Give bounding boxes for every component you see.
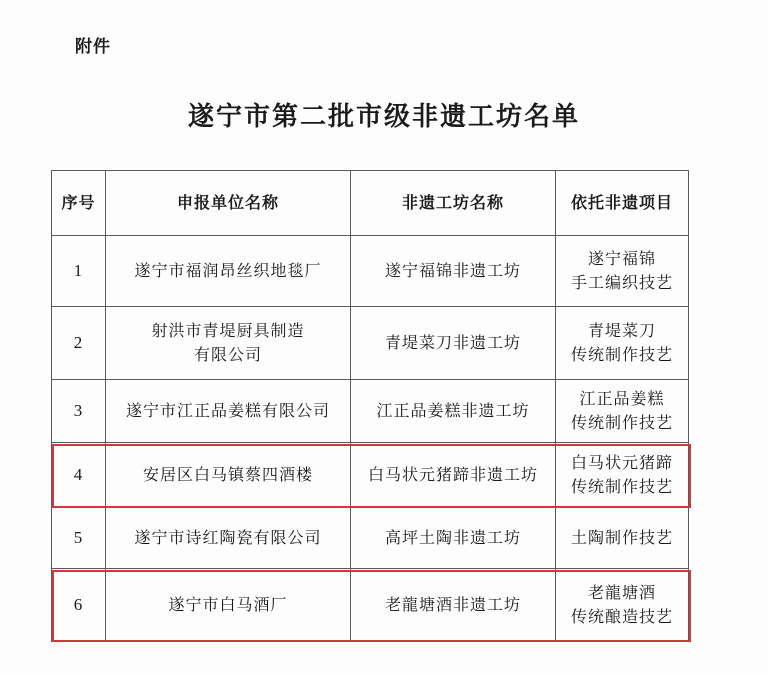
cell-text-line: 青堤菜刀非遗工坊 <box>384 333 521 352</box>
cell-text-line: 高坪土陶非遗工坊 <box>384 528 521 547</box>
row-number: 4 <box>52 443 106 508</box>
heritage-project-cell <box>556 236 689 307</box>
workshop-name-cell <box>351 236 556 307</box>
header-serial-number: 序号 <box>52 171 106 236</box>
row-number: 2 <box>52 307 106 380</box>
header-workshop-name: 非遗工坊名称 <box>351 171 556 236</box>
cell-text-line: 传统制作技艺 <box>570 477 673 496</box>
cell-text-line: 土陶制作技艺 <box>570 528 673 547</box>
workshop-name-cell <box>351 307 556 380</box>
applicant-unit-cell <box>106 307 351 380</box>
cell-text-line: 遂宁市白马酒厂 <box>168 595 288 614</box>
cell-text-line: 传统制作技艺 <box>570 345 673 364</box>
table-row <box>52 380 689 443</box>
header-applicant-unit: 申报单位名称 <box>106 171 351 236</box>
cell-text-line: 青堤菜刀 <box>587 321 656 340</box>
row-number: 1 <box>52 236 106 307</box>
highlight-box-row-4 <box>52 444 691 508</box>
applicant-unit-cell <box>106 380 351 443</box>
heritage-project-cell <box>556 307 689 380</box>
table-row <box>52 236 689 307</box>
highlight-box-row-6 <box>52 570 691 642</box>
cell-text-line: 遂宁福锦非遗工坊 <box>384 261 521 280</box>
header-heritage-project: 依托非遗项目 <box>556 171 689 236</box>
applicant-unit-cell <box>106 236 351 307</box>
row-number: 3 <box>52 380 106 443</box>
cell-text-line: 白马状元猪蹄非遗工坊 <box>367 465 538 484</box>
row-number: 5 <box>52 508 106 569</box>
workshop-name-cell <box>351 508 556 569</box>
cell-text-line: 传统制作技艺 <box>570 413 673 432</box>
cell-text-line: 安居区白马镇蔡四酒楼 <box>142 465 313 484</box>
workshop-name-cell <box>351 380 556 443</box>
table-row <box>52 307 689 380</box>
cell-text-line: 手工编织技艺 <box>570 273 673 292</box>
cell-text-line: 传统酿造技艺 <box>570 607 673 626</box>
cell-text-line: 遂宁市诗红陶瓷有限公司 <box>134 528 322 547</box>
cell-text-line: 遂宁福锦 <box>587 249 656 268</box>
heritage-project-cell <box>556 508 689 569</box>
applicant-unit-cell <box>106 508 351 569</box>
cell-text-line: 老龍塘酒 <box>587 583 656 602</box>
cell-text-line: 白马状元猪蹄 <box>570 453 673 472</box>
cell-text-line: 有限公司 <box>193 345 262 364</box>
cell-text-line: 老龍塘酒非遗工坊 <box>384 595 521 614</box>
cell-text-line: 遂宁市江正品姜糕有限公司 <box>125 401 330 420</box>
cell-text-line: 射洪市青堤厨具制造 <box>151 321 305 340</box>
cell-text-line: 江正品姜糕 <box>579 389 665 408</box>
table-row <box>52 508 689 569</box>
row-number: 6 <box>52 569 106 642</box>
page-title: 遂宁市第二批市级非遗工坊名单 <box>187 102 580 132</box>
cell-text-line: 遂宁市福润昂丝织地毯厂 <box>134 261 322 280</box>
attachment-label: 附件 <box>75 37 111 57</box>
heritage-project-cell <box>556 380 689 443</box>
table-header-row <box>52 171 689 236</box>
cell-text-line: 江正品姜糕非遗工坊 <box>376 401 530 420</box>
